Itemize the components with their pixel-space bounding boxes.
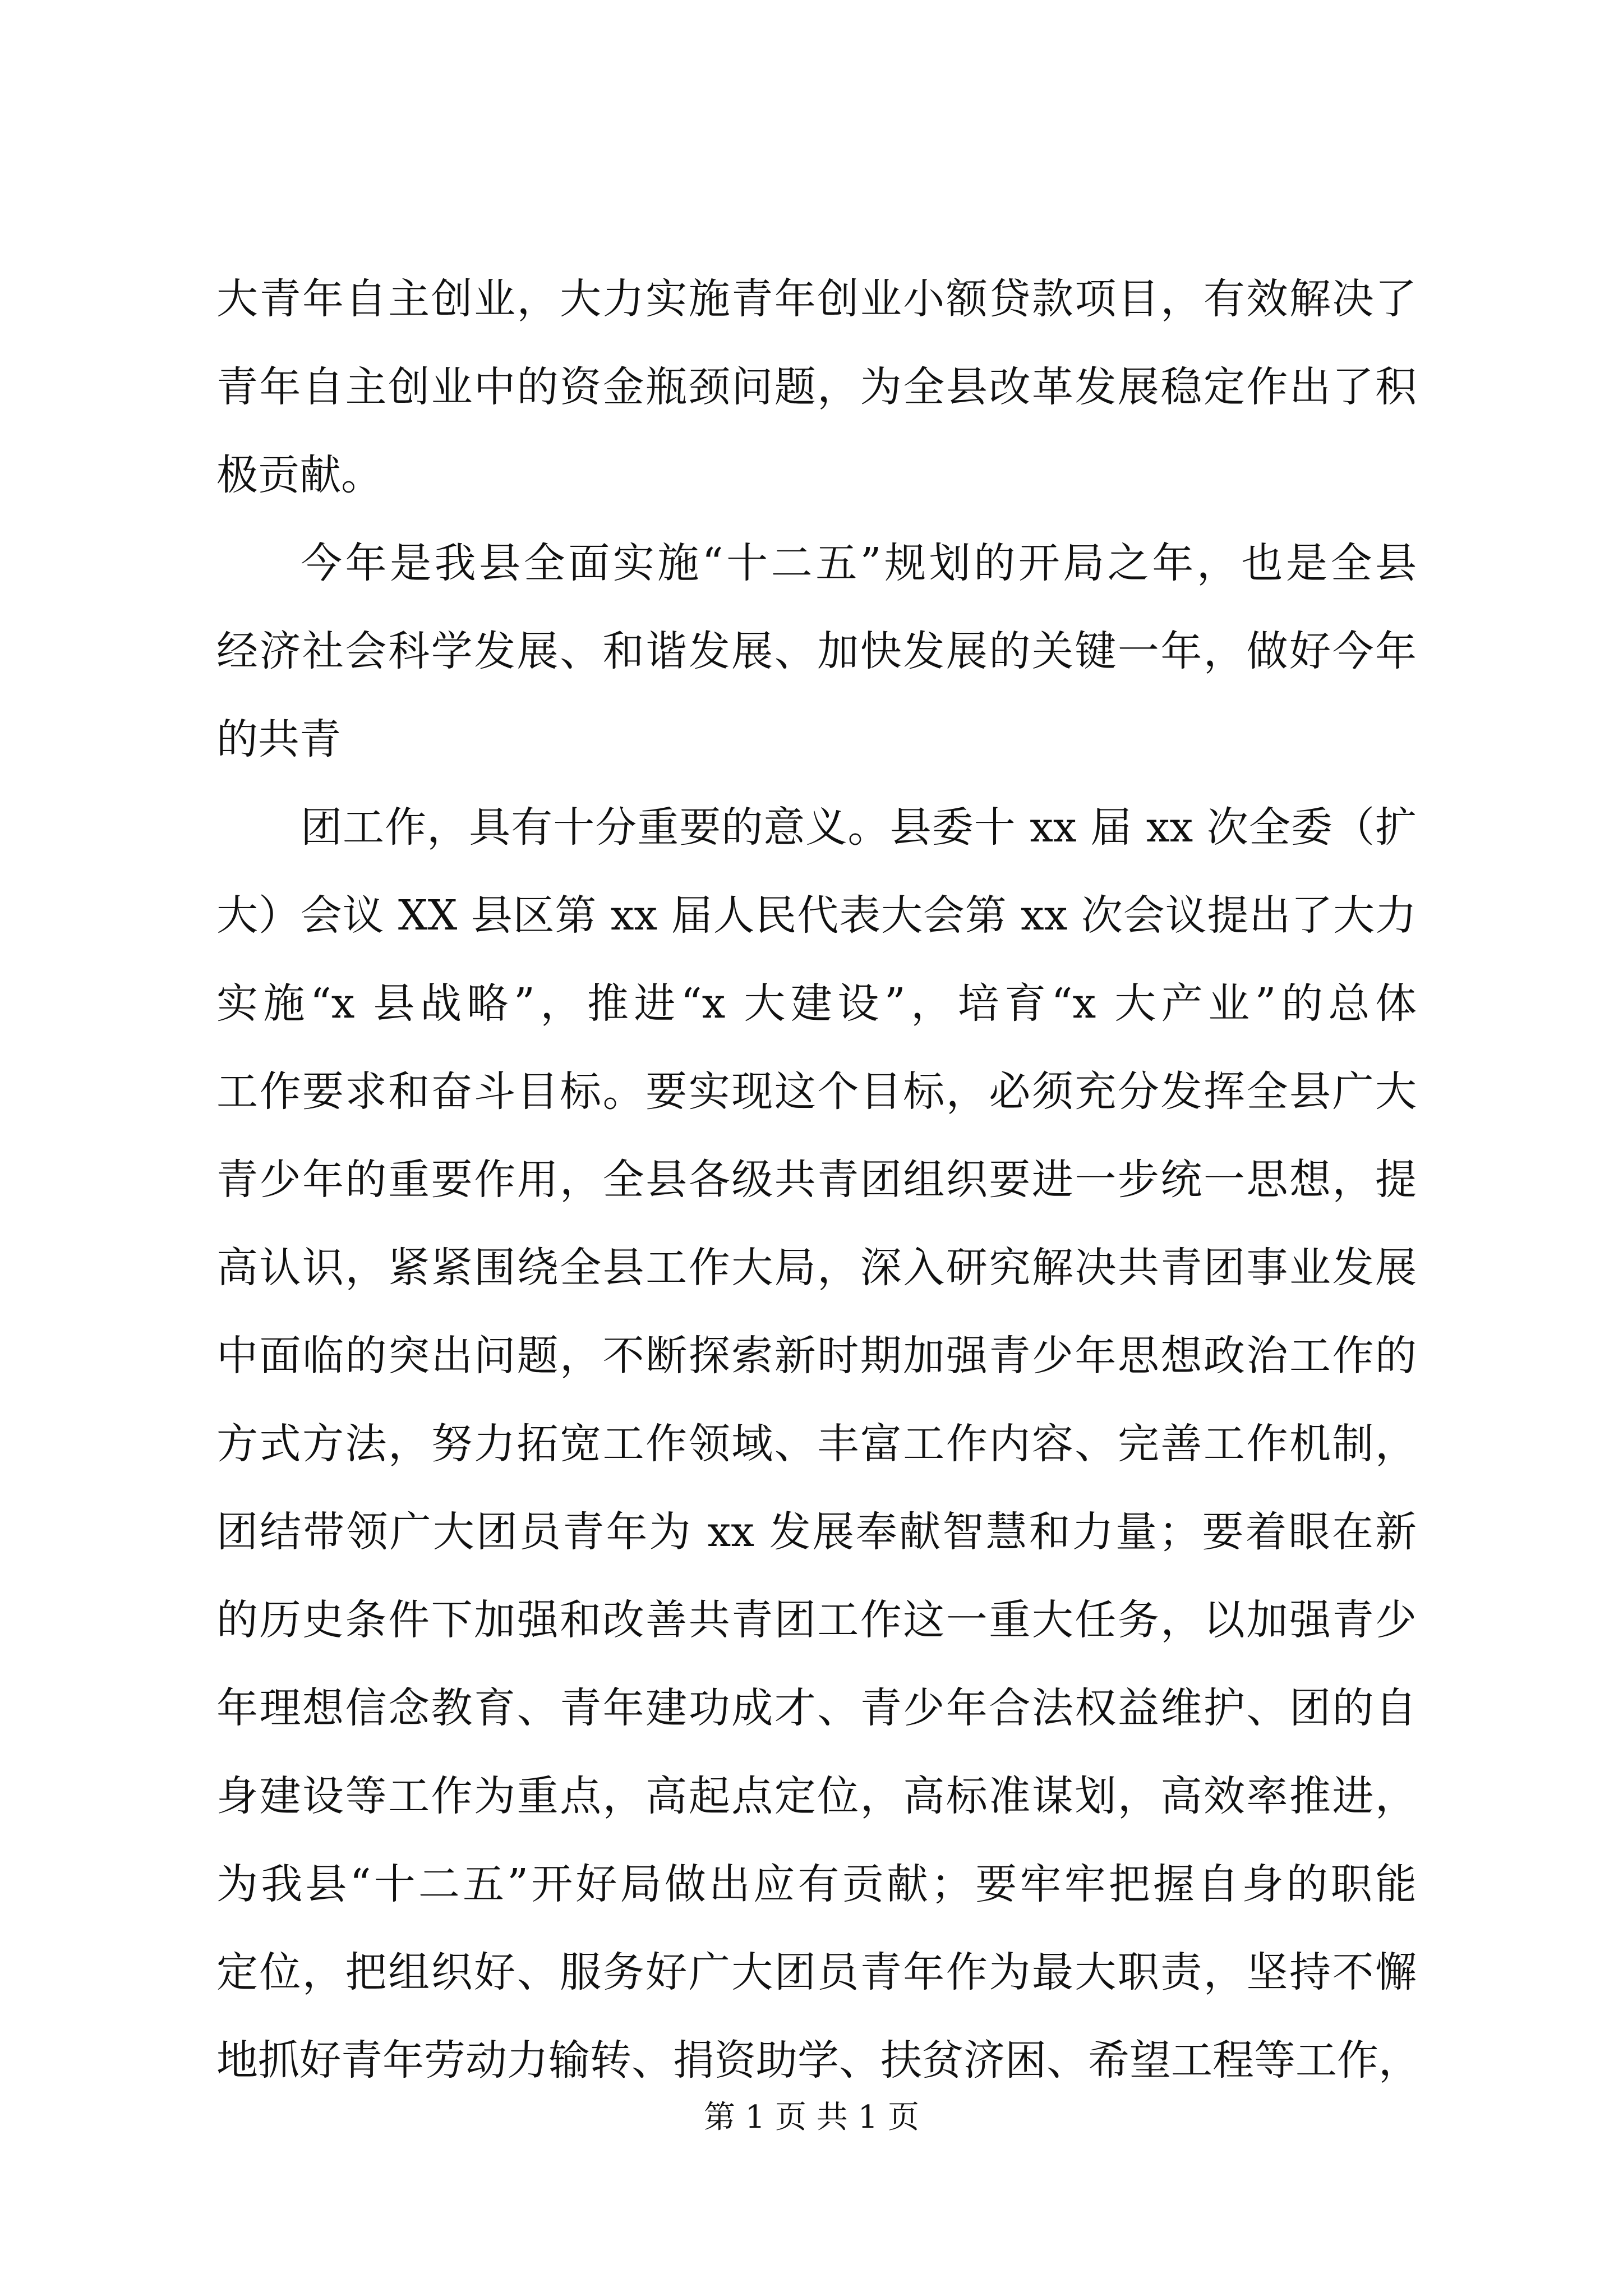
text-line: 团结带领广大团员青年为 xx 发展奉献智慧和力量；要着眼在新 bbox=[216, 1508, 1417, 1556]
text-line: 地抓好青年劳动力输转、捐资助学、扶贫济困、希望工程等工作， bbox=[216, 2036, 1420, 2085]
text-line: 身建设等工作为重点，高起点定位，高标准谋划，高效率推进， bbox=[216, 1772, 1417, 1820]
text-line: 定位，把组织好、服务好广大团员青年作为最大职责，坚持不懈 bbox=[216, 1948, 1417, 1996]
text-line: 方式方法，努力拓宽工作领域、丰富工作内容、完善工作机制， bbox=[216, 1420, 1417, 1468]
text-line: 经济社会科学发展、和谐发展、加快发展的关键一年，做好今年 bbox=[216, 627, 1417, 675]
text-line: 中面临的突出问题，不断探索新时期加强青少年思想政治工作的 bbox=[216, 1332, 1417, 1380]
text-line: 极贡献。 bbox=[216, 451, 382, 499]
text-line: 青年自主创业中的资金瓶颈问题，为全县改革发展稳定作出了积 bbox=[216, 363, 1417, 411]
text-line: 工作要求和奋斗目标。要实现这个目标，必须充分发挥全县广大 bbox=[216, 1068, 1417, 1116]
body-text bbox=[216, 255, 1420, 2105]
text-line: 青少年的重要作用，全县各级共青团组织要进一步统一思想，提 bbox=[216, 1156, 1417, 1204]
text-line: 为我县“十二五”开好局做出应有贡献；要牢牢把握自身的职能 bbox=[216, 1860, 1417, 1908]
text-line: 年理想信念教育、青年建功成才、青少年合法权益维护、团的自 bbox=[216, 1684, 1417, 1732]
text-line: 大青年自主创业，大力实施青年创业小额贷款项目，有效解决了 bbox=[216, 275, 1417, 323]
text-line: 大）会议 XX 县区第 xx 届人民代表大会第 xx 次会议提出了大力 bbox=[216, 891, 1417, 940]
text-line: 的历史条件下加强和改善共青团工作这一重大任务，以加强青少 bbox=[216, 1596, 1417, 1644]
text-line: 实施“x 县战略”，推进“x 大建设”，培育“x 大产业”的总体 bbox=[216, 979, 1417, 1028]
page-footer: 第 1 页 共 1 页 bbox=[703, 2099, 920, 2136]
text-line: 团工作，具有十分重要的意义。县委十 xx 届 xx 次全委（扩 bbox=[301, 803, 1417, 852]
text-line: 的共青 bbox=[216, 715, 341, 763]
text-line: 今年是我县全面实施“十二五”规划的开局之年，也是全县 bbox=[301, 539, 1417, 587]
text-line: 高认识，紧紧围绕全县工作大局，深入研究解决共青团事业发展 bbox=[216, 1244, 1417, 1292]
